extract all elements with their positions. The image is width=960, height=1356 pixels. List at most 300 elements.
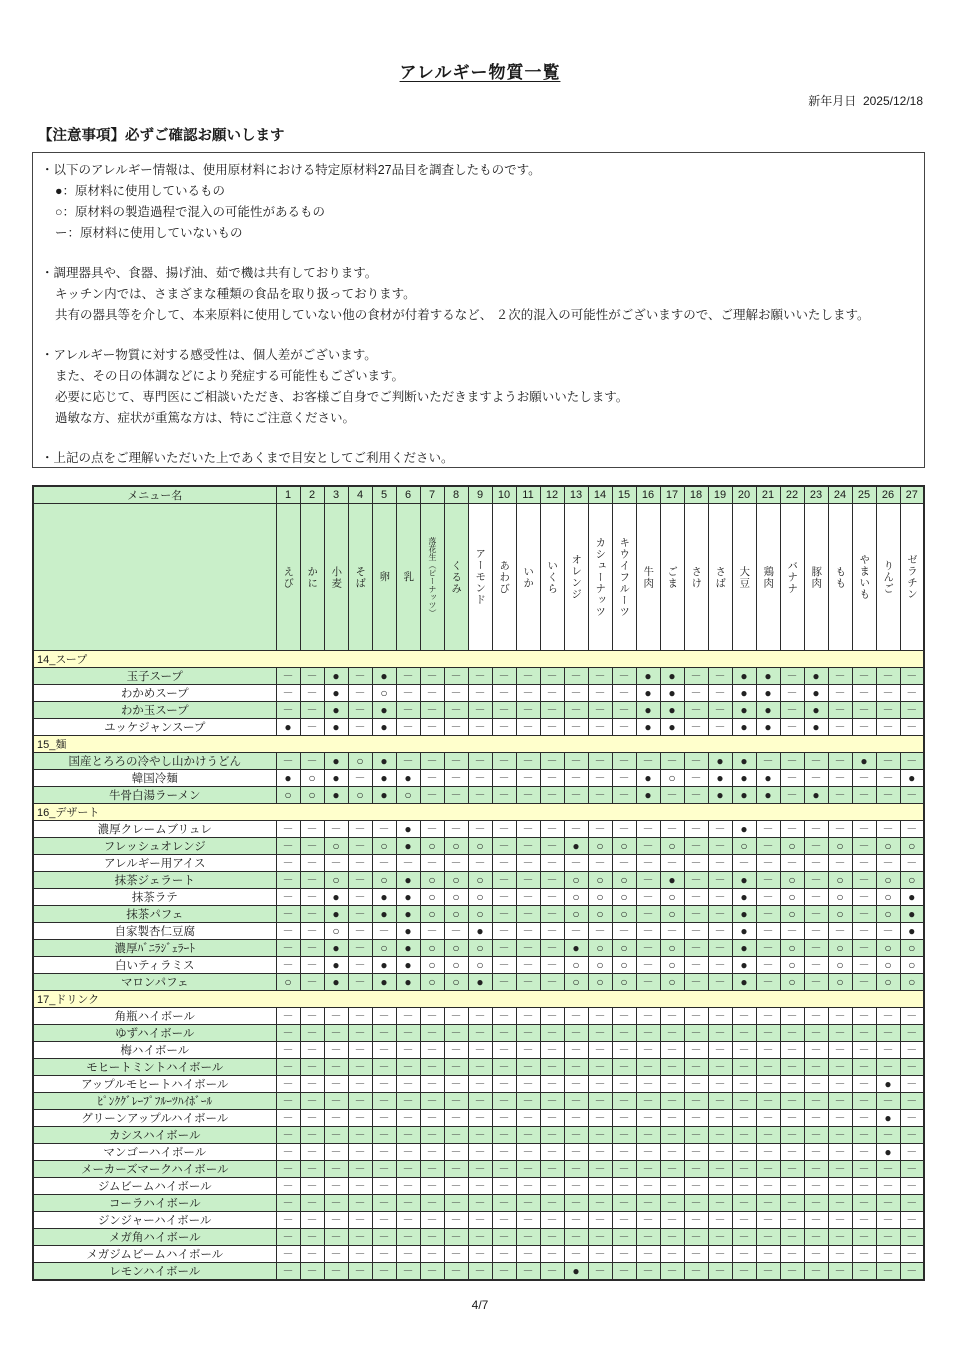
header-allergen-row	[33, 504, 924, 651]
mark-cell: ●	[876, 1144, 900, 1161]
allergen-name: ゼラチン	[906, 554, 918, 600]
mark-cell: －	[348, 1059, 372, 1076]
mark-cell: －	[756, 1195, 780, 1212]
mark-cell: －	[564, 1093, 588, 1110]
mark-cell: －	[516, 1076, 540, 1093]
mark-cell: －	[468, 1178, 492, 1195]
mark-cell: －	[852, 1110, 876, 1127]
mark-cell: －	[300, 685, 324, 702]
mark-cell: －	[300, 838, 324, 855]
mark-cell: －	[636, 1161, 660, 1178]
mark-cell: －	[492, 1263, 516, 1281]
allergen-number-cell: 10	[492, 486, 516, 504]
mark-cell: －	[516, 719, 540, 736]
mark-cell: －	[372, 1110, 396, 1127]
mark-cell: ○	[300, 787, 324, 804]
mark-cell: －	[804, 1127, 828, 1144]
mark-cell: －	[396, 719, 420, 736]
mark-cell: －	[828, 821, 852, 838]
mark-cell: －	[372, 1161, 396, 1178]
mark-cell: －	[756, 1076, 780, 1093]
mark-cell: －	[324, 1059, 348, 1076]
mark-cell: －	[828, 1127, 852, 1144]
mark-cell: －	[708, 1144, 732, 1161]
mark-cell: －	[852, 923, 876, 940]
mark-cell: －	[492, 974, 516, 991]
menu-name-cell: ジンジャーハイボール	[33, 1212, 276, 1229]
mark-cell: －	[636, 940, 660, 957]
mark-cell: －	[396, 1195, 420, 1212]
menu-name-cell: フレッシュオレンジ	[33, 838, 276, 855]
mark-cell: －	[420, 719, 444, 736]
allergen-number-cell: 5	[372, 486, 396, 504]
mark-cell: －	[420, 1144, 444, 1161]
mark-cell: －	[276, 1195, 300, 1212]
mark-cell: －	[636, 923, 660, 940]
mark-cell: －	[900, 1195, 924, 1212]
mark-cell: －	[660, 787, 684, 804]
allergen-name: あわび	[498, 559, 511, 595]
menu-name-cell: マンゴーハイボール	[33, 1144, 276, 1161]
mark-cell: －	[348, 872, 372, 889]
mark-cell: －	[516, 1110, 540, 1127]
mark-cell: －	[396, 1110, 420, 1127]
menu-row	[33, 889, 924, 906]
mark-cell: －	[324, 1178, 348, 1195]
mark-cell: －	[636, 1212, 660, 1229]
mark-cell: ●	[372, 719, 396, 736]
mark-cell: －	[468, 1110, 492, 1127]
mark-cell: －	[804, 855, 828, 872]
mark-cell: －	[444, 1212, 468, 1229]
allergen-name-cell	[660, 504, 684, 651]
allergen-name-cell	[732, 504, 756, 651]
mark-cell: －	[684, 1076, 708, 1093]
mark-cell: －	[348, 821, 372, 838]
mark-cell: －	[492, 838, 516, 855]
mark-cell: －	[468, 1212, 492, 1229]
menu-name-cell: マロンパフェ	[33, 974, 276, 991]
allergen-name: 豚肉	[810, 565, 823, 589]
mark-cell: －	[588, 1246, 612, 1263]
mark-cell: ○	[876, 889, 900, 906]
mark-cell: ○	[420, 889, 444, 906]
mark-cell: －	[372, 1178, 396, 1195]
mark-cell: －	[780, 1246, 804, 1263]
mark-cell: －	[804, 957, 828, 974]
mark-cell: －	[300, 1178, 324, 1195]
mark-cell: －	[372, 1212, 396, 1229]
mark-cell: －	[348, 1110, 372, 1127]
mark-cell: －	[852, 1195, 876, 1212]
mark-cell: －	[684, 1212, 708, 1229]
menu-row	[33, 1076, 924, 1093]
mark-cell: ●	[804, 668, 828, 685]
mark-cell: －	[276, 855, 300, 872]
mark-cell: －	[852, 1144, 876, 1161]
mark-cell: －	[804, 872, 828, 889]
mark-cell: －	[684, 719, 708, 736]
mark-cell: ●	[732, 957, 756, 974]
mark-cell: －	[372, 1076, 396, 1093]
mark-cell: －	[612, 1246, 636, 1263]
mark-cell: －	[708, 1246, 732, 1263]
allergen-name: かに	[306, 565, 319, 589]
notice-line: ●：原材料に使用しているもの	[55, 184, 226, 198]
mark-cell: －	[444, 685, 468, 702]
mark-cell: －	[276, 838, 300, 855]
mark-cell: －	[780, 1042, 804, 1059]
mark-cell: －	[468, 1059, 492, 1076]
mark-cell: －	[372, 1025, 396, 1042]
menu-name-cell: 濃厚クレームブリュレ	[33, 821, 276, 838]
mark-cell: －	[708, 889, 732, 906]
menu-name-cell: カシスハイボール	[33, 1127, 276, 1144]
mark-cell: ●	[756, 702, 780, 719]
mark-cell: －	[804, 1195, 828, 1212]
mark-cell: －	[660, 753, 684, 770]
mark-cell: －	[684, 1195, 708, 1212]
mark-cell: ●	[396, 872, 420, 889]
mark-cell: －	[516, 1263, 540, 1281]
mark-cell: ●	[732, 685, 756, 702]
mark-cell: －	[852, 889, 876, 906]
allergen-name: 鶏肉	[762, 565, 775, 589]
mark-cell: －	[540, 753, 564, 770]
mark-cell: ●	[732, 753, 756, 770]
allergen-name-cell	[756, 504, 780, 651]
mark-cell: －	[540, 872, 564, 889]
mark-cell: －	[804, 1059, 828, 1076]
mark-cell: －	[564, 1144, 588, 1161]
mark-cell: －	[444, 1042, 468, 1059]
mark-cell: －	[684, 923, 708, 940]
mark-cell: －	[420, 1008, 444, 1025]
mark-cell: －	[468, 1144, 492, 1161]
mark-cell: －	[588, 702, 612, 719]
allergen-number-cell: 17	[660, 486, 684, 504]
menu-row	[33, 1059, 924, 1076]
mark-cell: －	[828, 1076, 852, 1093]
mark-cell: －	[876, 1059, 900, 1076]
mark-cell: －	[876, 702, 900, 719]
mark-cell: －	[492, 1042, 516, 1059]
mark-cell: －	[708, 702, 732, 719]
mark-cell: ●	[324, 753, 348, 770]
allergen-name: えび	[282, 565, 295, 589]
mark-cell: －	[300, 1110, 324, 1127]
mark-cell: －	[756, 821, 780, 838]
mark-cell: ●	[324, 940, 348, 957]
mark-cell: －	[420, 1212, 444, 1229]
mark-cell: －	[756, 1178, 780, 1195]
mark-cell: －	[444, 1093, 468, 1110]
mark-cell: ○	[900, 940, 924, 957]
menu-name-cell: 韓国冷麺	[33, 770, 276, 787]
mark-cell: －	[684, 1093, 708, 1110]
mark-cell: －	[420, 1263, 444, 1281]
mark-cell: ○	[612, 906, 636, 923]
mark-cell: －	[444, 821, 468, 838]
mark-cell: －	[564, 1229, 588, 1246]
mark-cell: －	[276, 753, 300, 770]
mark-cell: －	[540, 1263, 564, 1281]
mark-cell: －	[708, 1110, 732, 1127]
mark-cell: －	[444, 770, 468, 787]
mark-cell: －	[420, 1246, 444, 1263]
mark-cell: －	[588, 855, 612, 872]
menu-row	[33, 940, 924, 957]
mark-cell: －	[612, 719, 636, 736]
mark-cell: －	[900, 1161, 924, 1178]
mark-cell: －	[612, 1025, 636, 1042]
mark-cell: －	[468, 753, 492, 770]
mark-cell: －	[348, 1195, 372, 1212]
page-title: アレルギー物質一覧	[399, 63, 561, 82]
mark-cell: ○	[348, 753, 372, 770]
allergen-name-cell	[348, 504, 372, 651]
mark-cell: －	[684, 702, 708, 719]
mark-cell: －	[396, 685, 420, 702]
mark-cell: ○	[876, 957, 900, 974]
mark-cell: －	[276, 940, 300, 957]
mark-cell: －	[780, 1195, 804, 1212]
mark-cell: －	[348, 1144, 372, 1161]
mark-cell: －	[756, 1059, 780, 1076]
allergen-number-cell: 14	[588, 486, 612, 504]
mark-cell: ●	[732, 923, 756, 940]
mark-cell: －	[540, 1008, 564, 1025]
mark-cell: ○	[588, 889, 612, 906]
mark-cell: －	[444, 1127, 468, 1144]
mark-cell: ○	[780, 906, 804, 923]
mark-cell: －	[804, 1042, 828, 1059]
mark-cell: ○	[588, 838, 612, 855]
mark-cell: －	[300, 855, 324, 872]
notice-box	[32, 152, 925, 468]
mark-cell: －	[372, 1229, 396, 1246]
mark-cell: ●	[732, 668, 756, 685]
mark-cell: －	[636, 1008, 660, 1025]
mark-cell: －	[540, 1212, 564, 1229]
mark-cell: －	[468, 702, 492, 719]
mark-cell: －	[636, 974, 660, 991]
mark-cell: －	[780, 1178, 804, 1195]
notice-heading: 【注意事項】必ずご確認お願いします	[38, 128, 285, 144]
mark-cell: －	[852, 1161, 876, 1178]
mark-cell: －	[348, 1161, 372, 1178]
mark-cell: －	[660, 821, 684, 838]
mark-cell: －	[780, 1008, 804, 1025]
mark-cell: －	[612, 1195, 636, 1212]
mark-cell: －	[372, 1246, 396, 1263]
mark-cell: －	[300, 906, 324, 923]
allergen-number-cell: 8	[444, 486, 468, 504]
mark-cell: －	[348, 838, 372, 855]
mark-cell: －	[564, 1025, 588, 1042]
mark-cell: －	[564, 1059, 588, 1076]
mark-cell: ○	[564, 974, 588, 991]
mark-cell: －	[684, 685, 708, 702]
mark-cell: －	[756, 1008, 780, 1025]
mark-cell: －	[492, 668, 516, 685]
allergen-name: ごま	[666, 565, 679, 589]
mark-cell: －	[780, 1059, 804, 1076]
mark-cell: －	[444, 923, 468, 940]
mark-cell: －	[804, 940, 828, 957]
mark-cell: －	[636, 838, 660, 855]
mark-cell: －	[276, 685, 300, 702]
mark-cell: －	[636, 1042, 660, 1059]
mark-cell: －	[900, 1127, 924, 1144]
mark-cell: ●	[660, 685, 684, 702]
mark-cell: －	[372, 1008, 396, 1025]
mark-cell: －	[756, 1110, 780, 1127]
mark-cell: ○	[828, 940, 852, 957]
mark-cell: －	[276, 1110, 300, 1127]
mark-cell: －	[492, 753, 516, 770]
mark-cell: －	[732, 1076, 756, 1093]
mark-cell: －	[828, 1178, 852, 1195]
mark-cell: －	[588, 923, 612, 940]
mark-cell: －	[492, 906, 516, 923]
mark-cell: －	[660, 1093, 684, 1110]
mark-cell: －	[420, 1059, 444, 1076]
mark-cell: ●	[732, 787, 756, 804]
mark-cell: －	[756, 1212, 780, 1229]
mark-cell: －	[708, 923, 732, 940]
mark-cell: －	[780, 1161, 804, 1178]
notice-group	[41, 160, 916, 244]
mark-cell: －	[492, 770, 516, 787]
mark-cell: －	[396, 1212, 420, 1229]
mark-cell: －	[756, 838, 780, 855]
mark-cell: ○	[900, 957, 924, 974]
mark-cell: －	[348, 668, 372, 685]
mark-cell: －	[540, 1093, 564, 1110]
mark-cell: －	[900, 1212, 924, 1229]
mark-cell: －	[588, 1161, 612, 1178]
mark-cell: －	[540, 1042, 564, 1059]
mark-cell: －	[708, 906, 732, 923]
mark-cell: －	[612, 821, 636, 838]
mark-cell: ○	[276, 787, 300, 804]
mark-cell: －	[540, 1110, 564, 1127]
mark-cell: ●	[636, 685, 660, 702]
allergen-name: カシューナッツ	[594, 536, 607, 618]
mark-cell: －	[324, 1161, 348, 1178]
menu-name-cell: 抹茶パフェ	[33, 906, 276, 923]
mark-cell: －	[588, 821, 612, 838]
mark-cell: ●	[324, 719, 348, 736]
mark-cell: －	[324, 1076, 348, 1093]
mark-cell: －	[468, 821, 492, 838]
menu-row	[33, 906, 924, 923]
mark-cell: －	[516, 1042, 540, 1059]
mark-cell: －	[732, 1195, 756, 1212]
mark-cell: －	[900, 753, 924, 770]
mark-cell: －	[876, 753, 900, 770]
mark-cell: －	[900, 668, 924, 685]
section-header-row	[33, 804, 924, 821]
menu-row	[33, 1127, 924, 1144]
mark-cell: －	[684, 668, 708, 685]
mark-cell: －	[828, 923, 852, 940]
mark-cell: －	[660, 1127, 684, 1144]
mark-cell: ●	[324, 770, 348, 787]
mark-cell: －	[900, 1144, 924, 1161]
mark-cell: －	[708, 1008, 732, 1025]
mark-cell: －	[708, 1178, 732, 1195]
mark-cell: －	[300, 974, 324, 991]
mark-cell: －	[420, 753, 444, 770]
mark-cell: －	[636, 1178, 660, 1195]
mark-cell: －	[804, 889, 828, 906]
menu-name-cell: 自家製杏仁豆腐	[33, 923, 276, 940]
allergen-number-cell: 18	[684, 486, 708, 504]
menu-row	[33, 685, 924, 702]
mark-cell: －	[492, 1212, 516, 1229]
mark-cell: －	[492, 940, 516, 957]
mark-cell: －	[900, 1229, 924, 1246]
mark-cell: －	[684, 1263, 708, 1281]
mark-cell: －	[516, 855, 540, 872]
allergen-number-cell: 23	[804, 486, 828, 504]
mark-cell: －	[852, 770, 876, 787]
mark-cell: －	[684, 753, 708, 770]
mark-cell: －	[324, 1008, 348, 1025]
mark-cell: ○	[588, 974, 612, 991]
mark-cell: ○	[372, 838, 396, 855]
mark-cell: －	[540, 940, 564, 957]
mark-cell: －	[492, 1059, 516, 1076]
mark-cell: －	[348, 957, 372, 974]
mark-cell: －	[396, 1093, 420, 1110]
mark-cell: －	[852, 787, 876, 804]
mark-cell: －	[516, 906, 540, 923]
date-label: 新年月日	[808, 94, 857, 108]
mark-cell: ●	[732, 770, 756, 787]
mark-cell: －	[276, 906, 300, 923]
mark-cell: －	[324, 1144, 348, 1161]
mark-cell: －	[540, 974, 564, 991]
mark-cell: －	[732, 1178, 756, 1195]
mark-cell: －	[516, 1195, 540, 1212]
mark-cell: ●	[708, 770, 732, 787]
mark-cell: －	[900, 1263, 924, 1281]
allergen-number-cell: 11	[516, 486, 540, 504]
mark-cell: －	[900, 1076, 924, 1093]
mark-cell: －	[732, 1025, 756, 1042]
mark-cell: －	[276, 923, 300, 940]
mark-cell: －	[444, 753, 468, 770]
menu-row	[33, 1144, 924, 1161]
mark-cell: －	[444, 1025, 468, 1042]
mark-cell: －	[468, 1025, 492, 1042]
section-title-cell: 14_スープ	[33, 651, 924, 668]
mark-cell: －	[516, 1093, 540, 1110]
mark-cell: ○	[612, 872, 636, 889]
mark-cell: －	[540, 1059, 564, 1076]
mark-cell: －	[612, 685, 636, 702]
mark-cell: －	[636, 872, 660, 889]
mark-cell: ○	[780, 889, 804, 906]
menu-row	[33, 753, 924, 770]
mark-cell: ○	[444, 872, 468, 889]
menu-name-cell: わかめスープ	[33, 685, 276, 702]
notice-line: 過敏な方、症状が重篤な方は、特にご注意ください。	[55, 411, 356, 425]
allergen-name-cell	[852, 504, 876, 651]
